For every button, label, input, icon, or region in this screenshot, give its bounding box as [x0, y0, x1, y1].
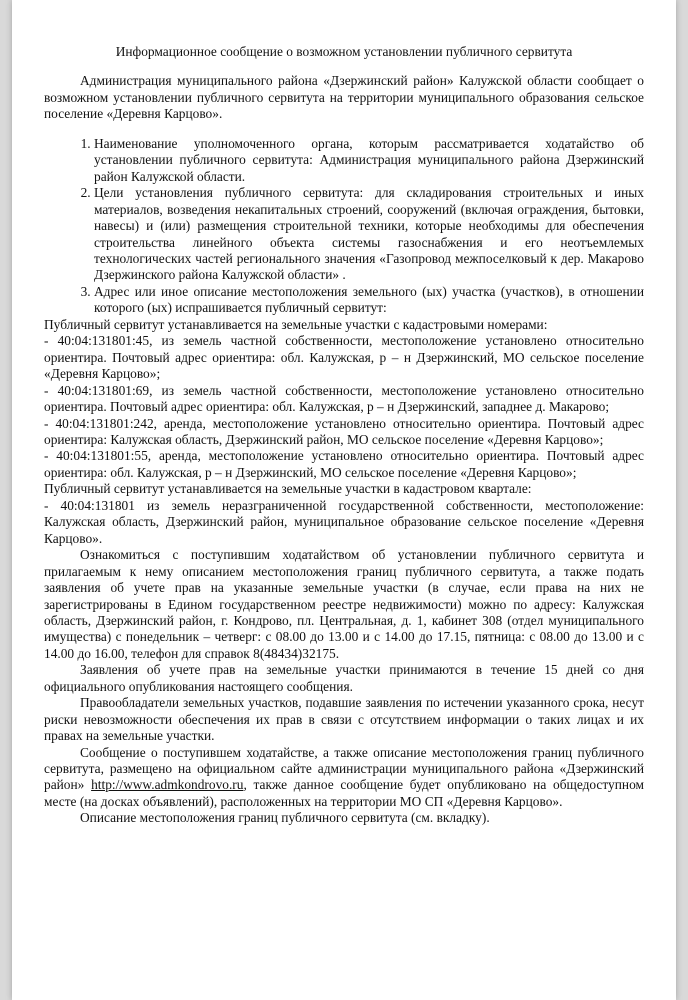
- cadastral-intro: Публичный сервитут устанавливается на земельные участки с кадастровыми номерами:: [44, 316, 548, 332]
- quarter-intro: Публичный сервитут устанавливается на земельные участки в кадастровом квартале:: [44, 481, 532, 497]
- notice-text-start: Сообщение о поступившем ходатайстве, а также описание местоположения границ публичного сервитута, размещено на официальном сайте администрации муниципального района «Дзержинский район»: [44, 744, 644, 793]
- list-item-purpose: 2. Цели установления публичного сервитута: для складирования строительных и иных материалов, возведения некапитальных строений, сооружений (включая ограждения, бытовки, навесы) и (или) размещения строительной техники, которые необходимы для обеспечения строительства линейного объекта системы газоснабжения и его неотъемлемых технологических частей регионального значения «Газопровод межпоселковый к дер. Макарово Дзержинского района Калужской области» .: [94, 185, 644, 284]
- notice-paragraph: [44, 745, 644, 811]
- document-title: Информационное сообщение о возможном установлении публичного сервитута: [115, 44, 573, 59]
- list-item-address: 3. Адрес или иное описание местоположения земельного (ых) участка (участков), в отношении которого (ых) испрашивается публичный сервитут:: [94, 284, 644, 317]
- list-item-authority: 1. Наименование уполномоченного органа, которым рассматривается ходатайство об установлении публичного сервитута: Администрация муниципального района Дзержинский район Калужской области.: [94, 136, 644, 185]
- parcel-69: - 40:04:131801:69, из земель частной собственности, местоположение установлено относительно ориентира. Почтовый адрес ориентира: обл. Калужская, р – н Дзержинский, западнее д. Макарово;: [44, 382, 644, 415]
- notice-text-end: , также данное сообщение будет опубликовано на общедоступном месте (на досках объявлений), расположенных на территории МО СП «Деревня Карцово».: [44, 777, 644, 809]
- document-page: [12, 0, 676, 1000]
- rights-holders-paragraph: Правообладатели земельных участков, подавшие заявления по истечении указанного срока, несут риски невозможности обеспечения их прав в связи с отсутствием информации о таких лицах и их правах на земельные участки.: [44, 695, 644, 744]
- admin-website-link[interactable]: http://www.admkondrovo.ru: [91, 777, 244, 793]
- parcel-242: - 40:04:131801:242, аренда, местоположение установлено относительно ориентира. Почтовый адрес ориентира: Калужская область, Дзержинский район, МО сельское поселение «Деревня Карцово»;: [44, 415, 644, 447]
- description-paragraph: Описание местоположения границ публичного сервитута (см. вкладку).: [80, 810, 490, 826]
- intro-paragraph: Администрация муниципального района «Дзержинский район» Калужской области сообщает о возможном установлении публичного сервитута на территории муниципального образования сельское поселение «Деревня Карцово».: [44, 73, 644, 122]
- parcel-45: - 40:04:131801:45, из земель частной собственности, местоположение установлено относительно ориентира. Почтовый адрес ориентира: обл. Калужская, р – н Дзержинский, МО сельское поселение «Деревня Карцово»;: [44, 333, 644, 382]
- cadastral-quarter: - 40:04:131801 из земель неразграниченной государственной собственности, местоположение: Калужская область, Дзержинский район, муниципальное образование сельское поселение «Деревня Карцово».: [44, 497, 644, 546]
- document-body: [44, 44, 644, 827]
- familiarize-paragraph: Ознакомиться с поступившим ходатайством об установлении публичного сервитута и прилагаемым к нему описанием местоположения границ публичного сервитута, а также подать заявления об учете прав на указанные земельные участки (в случае, если права на них не зарегистрированы в Едином государственном реестре недвижимости) можно по адресу: Калужская область, Дзержинский район, г. Кондрово, пл. Центральная, д. 1, кабинет 308 (отдел муниципального имущества) с понедельник – четверг: с 08.00 до 13.00 и с 14.00 до 17.15, пятница: с 08.00 до 13.00 и с 14.00 до 16.00, телефон для справок 8(48434)32175.: [44, 547, 644, 661]
- parcel-55: - 40:04:131801:55, аренда, местоположение установлено относительно ориентира. Почтовый адрес ориентира: обл. Калужская, р – н Дзержинский, МО сельское поселение «Деревня Карцово»;: [44, 448, 644, 480]
- deadline-paragraph: Заявления об учете прав на земельные участки принимаются в течение 15 дней со дня официального опубликования настоящего сообщения.: [44, 662, 644, 694]
- numbered-list: [44, 136, 644, 317]
